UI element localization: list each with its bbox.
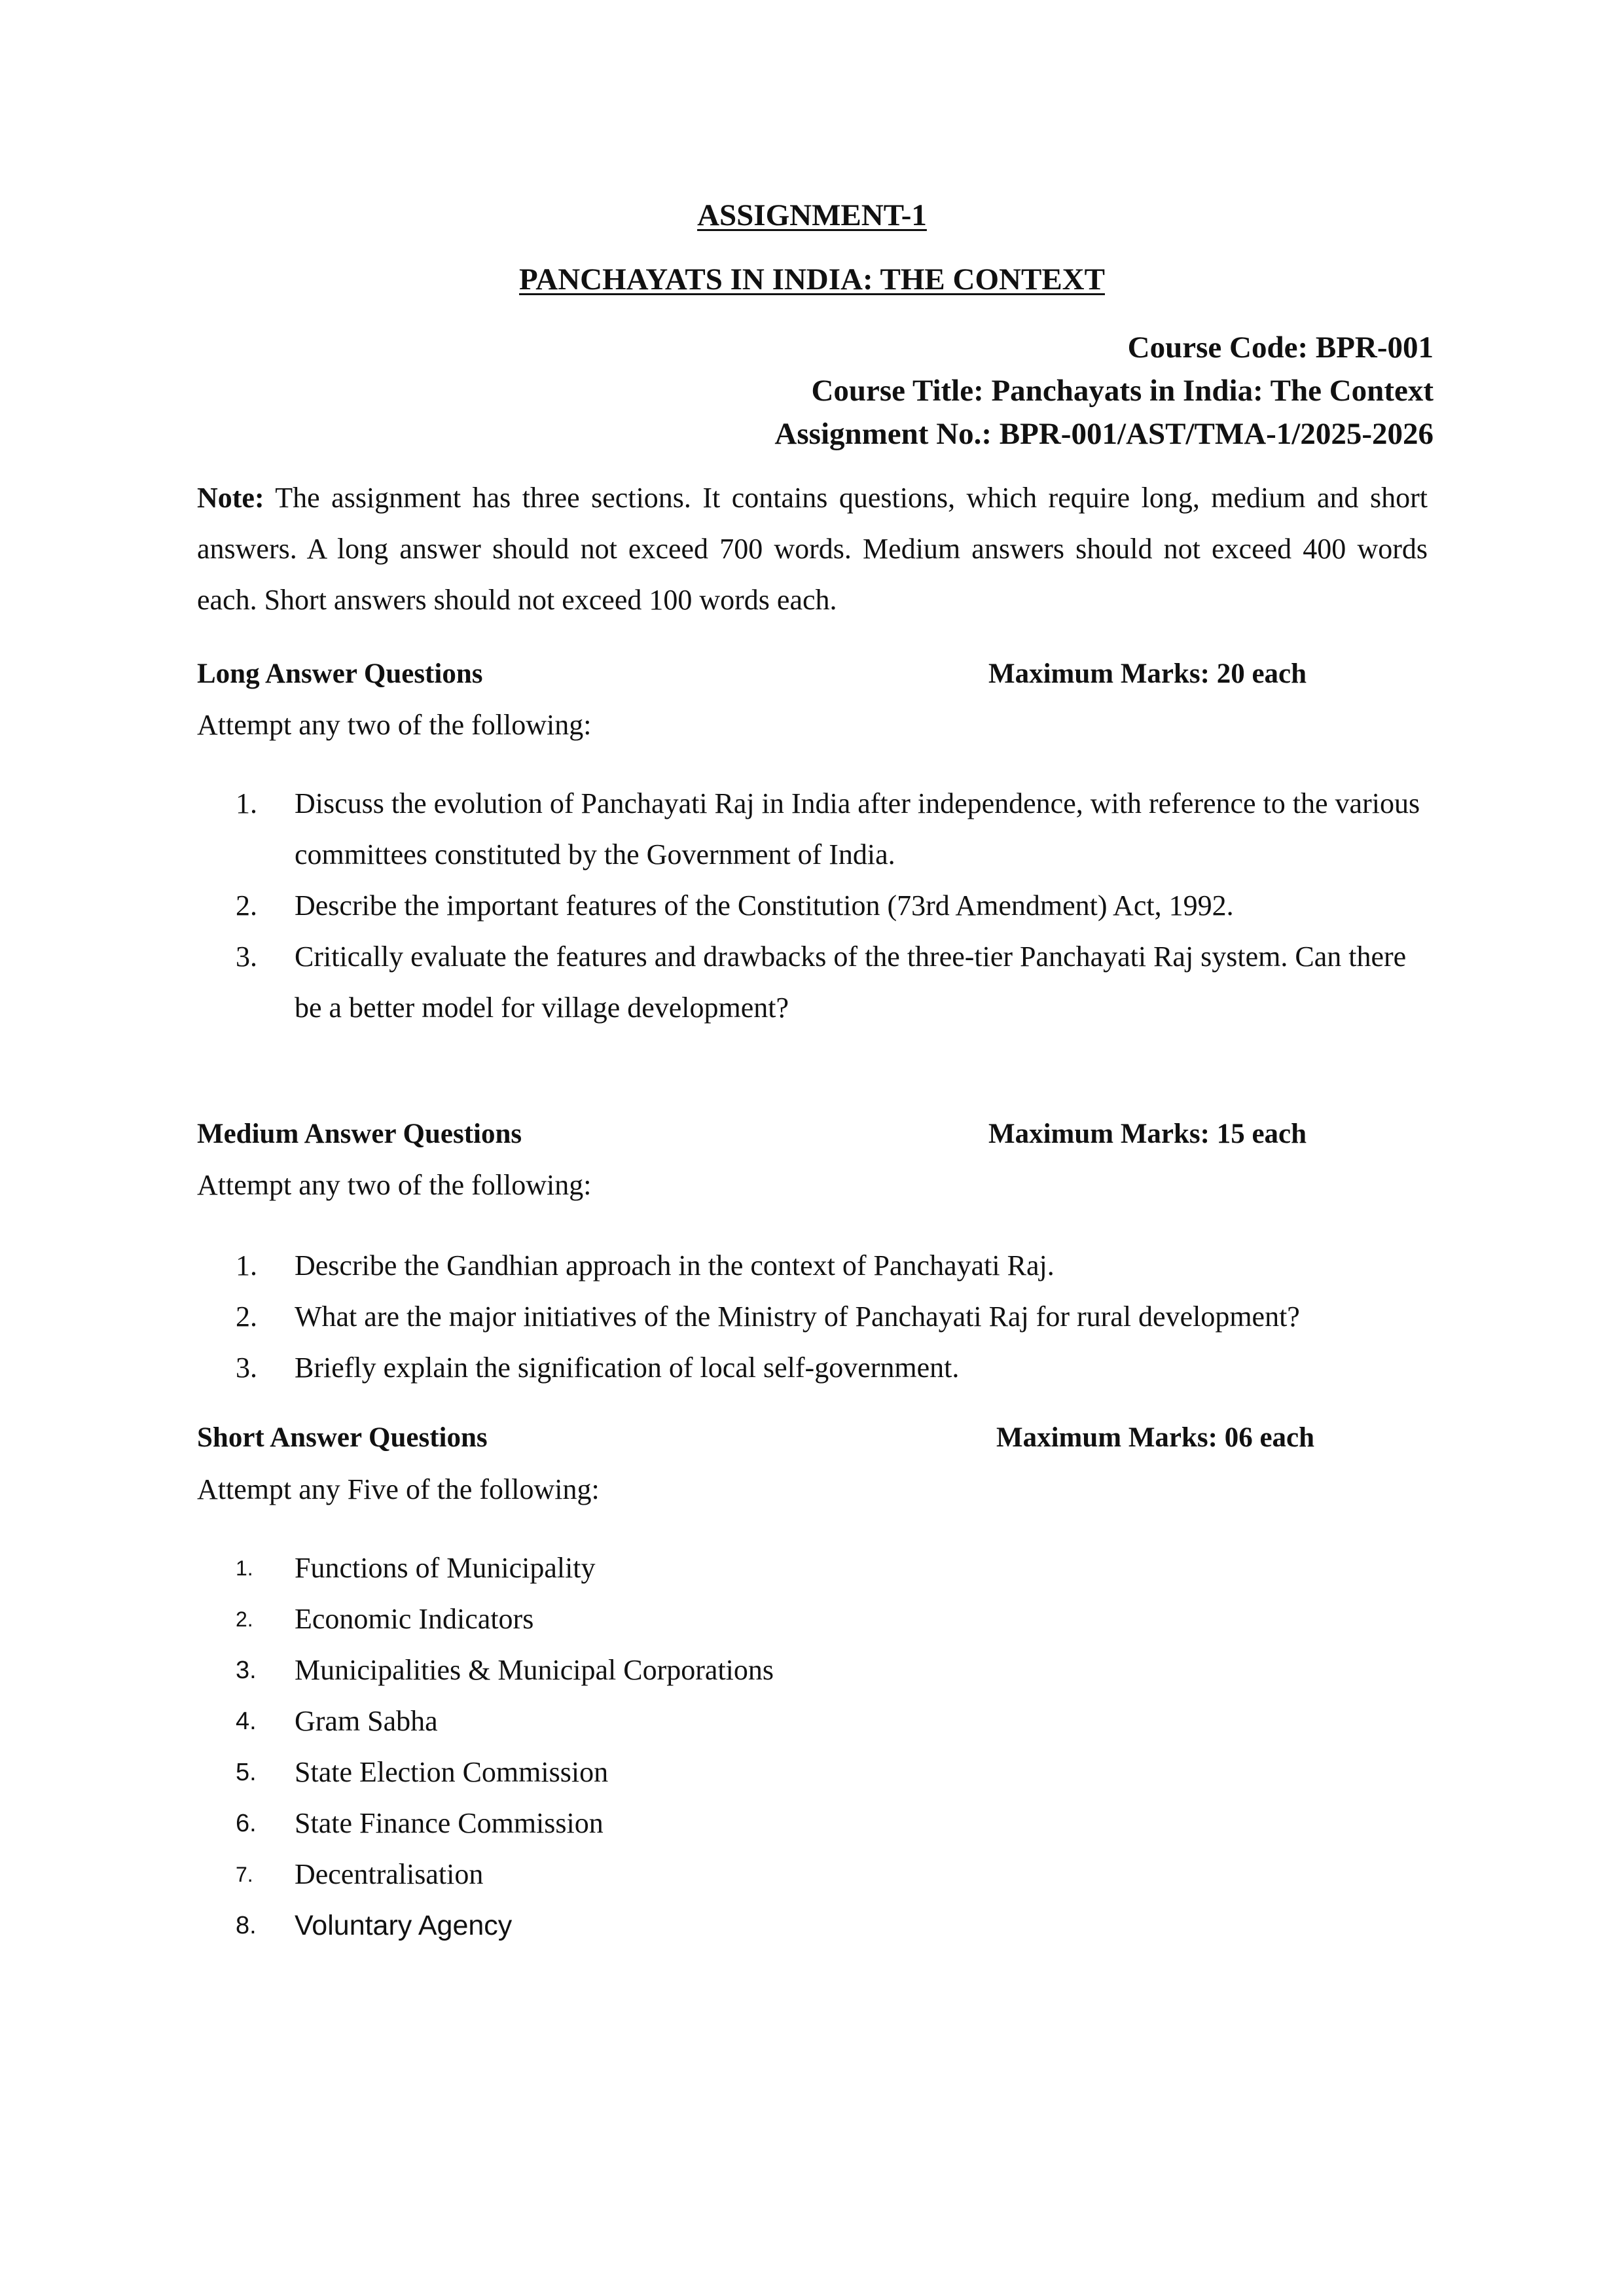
course-title: Course Title: Panchayats in India: The Context	[811, 374, 1434, 408]
long-section-marks: Maximum Marks: 20 each	[988, 658, 1307, 689]
short-section-title: Short Answer Questions	[197, 1422, 488, 1453]
short-question-list	[236, 1543, 1434, 1951]
note-paragraph	[197, 473, 1428, 626]
question-number: 3.	[236, 941, 257, 973]
long-section-instruction: Attempt any two of the following:	[197, 709, 592, 741]
long-section-title: Long Answer Questions	[197, 658, 483, 689]
list-item	[236, 1342, 1434, 1393]
medium-section-marks: Maximum Marks: 15 each	[988, 1119, 1307, 1149]
question-text: State Finance Commission	[295, 1807, 604, 1839]
question-text: Briefly explain the signification of local self-government.	[295, 1352, 960, 1384]
question-text: Economic Indicators	[295, 1603, 534, 1635]
course-meta	[774, 326, 1434, 456]
list-item	[236, 1696, 1434, 1747]
question-text: Functions of Municipality	[295, 1552, 596, 1584]
list-item	[236, 1747, 1434, 1798]
question-number: 6.	[236, 1810, 257, 1837]
question-number: 3.	[236, 1657, 257, 1684]
list-item	[236, 1291, 1434, 1342]
list-item	[236, 1645, 1434, 1696]
question-text: Voluntary Agency	[295, 1910, 513, 1941]
list-item	[236, 1798, 1434, 1849]
question-number: 8.	[236, 1912, 257, 1939]
medium-section-title: Medium Answer Questions	[197, 1119, 522, 1149]
short-section-marks: Maximum Marks: 06 each	[996, 1422, 1315, 1453]
question-text: Discuss the evolution of Panchayati Raj in India after independence, with reference to the various committees constituted by the Government of India.	[295, 787, 1420, 870]
question-number: 3.	[236, 1352, 257, 1384]
list-item	[236, 1849, 1434, 1900]
question-text: What are the major initiatives of the Ministry of Panchayati Raj for rural development?	[295, 1300, 1300, 1333]
medium-question-list	[236, 1240, 1434, 1393]
question-text: Describe the Gandhian approach in the context of Panchayati Raj.	[295, 1249, 1055, 1282]
list-item	[236, 931, 1434, 1033]
short-section-instruction: Attempt any Five of the following:	[197, 1473, 600, 1505]
question-number: 1.	[236, 787, 257, 819]
medium-section-instruction: Attempt any two of the following:	[197, 1169, 592, 1201]
subject-heading: PANCHAYATS IN INDIA: THE CONTEXT	[519, 262, 1105, 296]
list-item	[236, 778, 1434, 880]
question-number: 1.	[236, 1249, 257, 1282]
list-item	[236, 1543, 1434, 1594]
question-text: Describe the important features of the Constitution (73rd Amendment) Act, 1992.	[295, 889, 1234, 922]
question-text: State Election Commission	[295, 1756, 609, 1788]
question-number: 5.	[236, 1759, 257, 1786]
question-number: 2.	[236, 889, 257, 922]
note-text: The assignment has three sections. It contains questions, which require long, medium and short answers. A long answer should not exceed 700 words. Medium answers should not exceed 400 words each. Short answers should not exceed 100 words each.	[197, 482, 1428, 616]
course-code: Course Code: BPR-001	[1127, 331, 1434, 365]
assignment-heading: ASSIGNMENT-1	[697, 198, 927, 232]
question-number: 2.	[236, 1300, 257, 1333]
question-number: 1.	[236, 1556, 253, 1580]
list-item	[236, 1240, 1434, 1291]
question-number: 7.	[236, 1863, 253, 1886]
long-question-list	[236, 778, 1434, 1033]
list-item	[236, 880, 1434, 931]
question-text: Municipalities & Municipal Corporations	[295, 1654, 774, 1686]
list-item	[236, 1594, 1434, 1645]
question-text: Decentralisation	[295, 1858, 484, 1890]
note-label: Note:	[197, 482, 264, 514]
list-item	[236, 1900, 1434, 1951]
question-number: 2.	[236, 1607, 253, 1631]
question-text: Gram Sabha	[295, 1705, 438, 1737]
assignment-number: Assignment No.: BPR-001/AST/TMA-1/2025-2026	[774, 417, 1434, 451]
question-number: 4.	[236, 1708, 257, 1735]
question-text: Critically evaluate the features and drawbacks of the three-tier Panchayati Raj system. Can there be a better model for village development?	[295, 941, 1407, 1024]
